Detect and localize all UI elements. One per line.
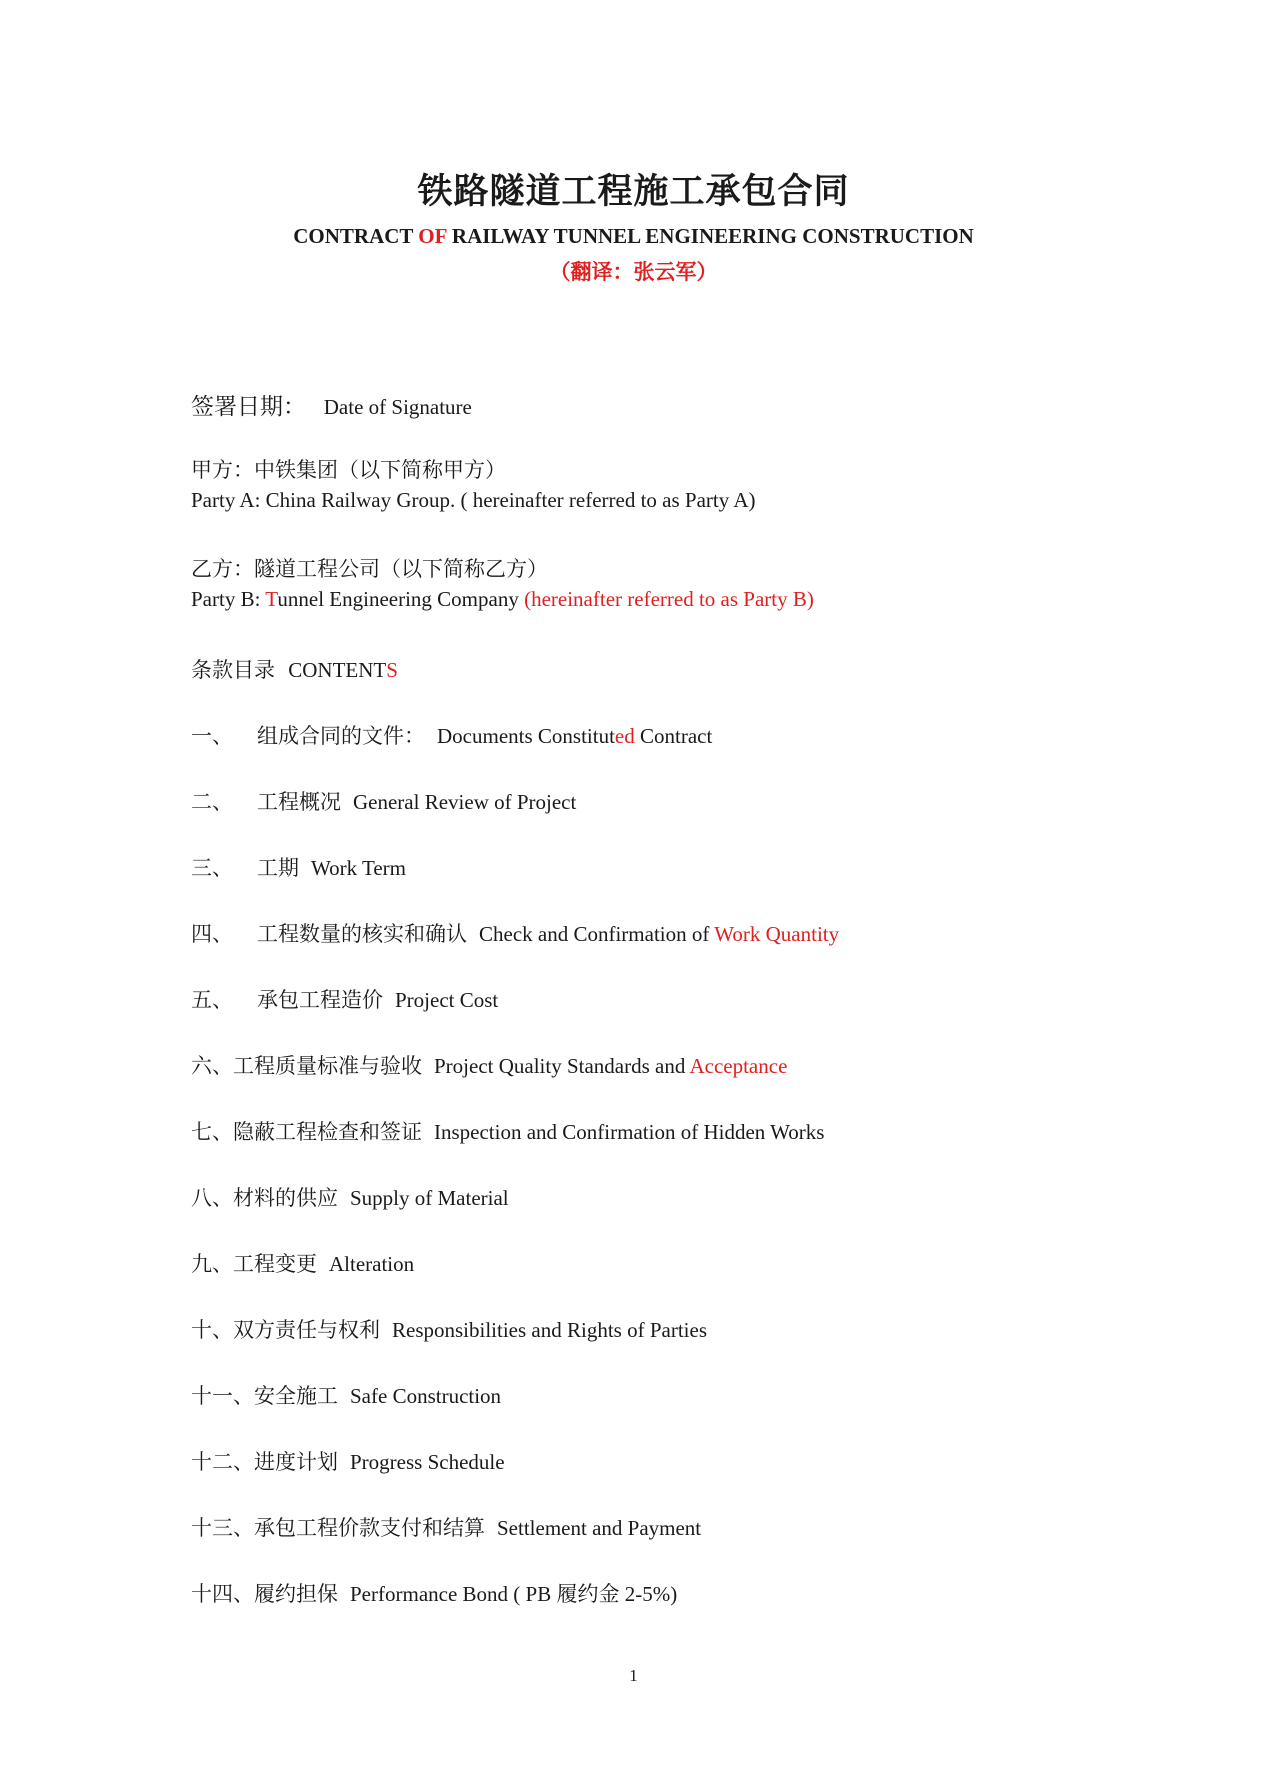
toc-item-title-en: Work Term <box>311 856 407 880</box>
toc-item <box>191 852 406 882</box>
toc-item-title-en: Project Quality Standards and <box>434 1054 690 1078</box>
toc-item-number: 十二、 <box>191 1450 254 1474</box>
toc-item-title-cn: 工程变更 <box>233 1252 317 1276</box>
toc-item-title-en: Documents Constitut <box>437 724 615 748</box>
contents-heading <box>191 654 398 684</box>
toc-item-number: 十四、 <box>191 1582 254 1606</box>
toc-item <box>191 918 839 948</box>
party-b-en-red: (hereinafter referred to as Party B) <box>524 587 814 611</box>
signature-label-cn: 签署日期： <box>191 394 306 419</box>
toc-item-title-cn: 进度计划 <box>254 1450 338 1474</box>
toc-item-number: 九、 <box>191 1252 233 1276</box>
toc-item <box>191 1116 824 1146</box>
toc-item-title-cn: 材料的供应 <box>233 1186 338 1210</box>
toc-item-title-en-highlight: Work Quantity <box>714 922 840 946</box>
toc-item-number: 五、 <box>191 988 233 1012</box>
title-en-part1: CONTRACT <box>293 224 419 248</box>
toc-item-title-en-highlight: ed <box>614 724 635 748</box>
party-a-en: Party A: China Railway Group. ( hereinafter referred to as Party A) <box>191 488 756 512</box>
document-title-en <box>0 224 1267 249</box>
toc-item-number: 四、 <box>191 922 233 946</box>
toc-item <box>191 1314 707 1344</box>
toc-item <box>191 1446 505 1476</box>
toc-item-number: 八、 <box>191 1186 233 1210</box>
contents-label-cn: 条款目录 <box>191 658 275 682</box>
toc-item-title-en: General Review of Project <box>353 790 577 814</box>
party-a-cn: 甲方：中铁集团（以下简称甲方） <box>191 458 506 482</box>
toc-item-title-cn: 履约担保 <box>254 1582 338 1606</box>
translator-credit: （翻译：张云军） <box>549 260 718 284</box>
toc-item-title-cn: 工程概况 <box>257 790 341 814</box>
toc-item-title-en: Check and Confirmation of <box>479 922 715 946</box>
toc-item-title-cn: 组成合同的文件： <box>257 724 425 748</box>
toc-item <box>191 1512 701 1542</box>
toc-item-number: 十一、 <box>191 1384 254 1408</box>
title-en-of: OF <box>418 224 447 248</box>
toc-item <box>191 1380 501 1410</box>
toc-item-title-cn: 工期 <box>257 856 299 880</box>
contents-label-en-main: CONTENT <box>288 658 387 682</box>
toc-item-number: 七、 <box>191 1120 233 1144</box>
title-en-part3: RAILWAY TUNNEL ENGINEERING CONSTRUCTION <box>446 224 974 248</box>
toc-item-title-en: Settlement and Payment <box>497 1516 702 1540</box>
toc-item <box>191 1578 677 1608</box>
toc-item-title-en: Inspection and Confirmation of Hidden Works <box>434 1120 825 1144</box>
toc-item-number: 十三、 <box>191 1516 254 1540</box>
toc-item-title-cn: 工程数量的核实和确认 <box>257 922 467 946</box>
toc-item-title-en-rest: Contract <box>634 724 713 748</box>
toc-item <box>191 984 498 1014</box>
toc-item-title-en: Supply of Material <box>350 1186 509 1210</box>
contents-label-en-red: S <box>386 658 398 682</box>
party-b-cn: 乙方：隧道工程公司（以下简称乙方） <box>191 557 548 581</box>
signature-date-line <box>191 388 472 421</box>
party-b-en-mid: unnel Engineering Company <box>277 587 525 611</box>
toc-item-title-cn: 工程质量标准与验收 <box>233 1054 422 1078</box>
toc-item-title-en: Responsibilities and Rights of Parties <box>392 1318 707 1342</box>
toc-item <box>191 1182 509 1212</box>
party-b-en <box>191 587 814 612</box>
toc-item-title-cn: 隐蔽工程检查和签证 <box>233 1120 422 1144</box>
toc-item <box>191 720 712 750</box>
document-title-cn: 铁路隧道工程施工承包合同 <box>417 172 850 211</box>
toc-item-number: 十、 <box>191 1318 233 1342</box>
toc-item-title-cn: 双方责任与权利 <box>233 1318 380 1342</box>
toc-item-title-en-highlight: Acceptance <box>689 1054 788 1078</box>
toc-item-number: 六、 <box>191 1054 233 1078</box>
toc-item-title-cn: 承包工程造价 <box>257 988 383 1012</box>
toc-item-title-cn: 承包工程价款支付和结算 <box>254 1516 485 1540</box>
toc-item-title-en: Project Cost <box>395 988 499 1012</box>
toc-item <box>191 1248 414 1278</box>
signature-label-en: Date of Signature <box>323 395 472 419</box>
toc-item-number: 三、 <box>191 856 233 880</box>
toc-item <box>191 786 576 816</box>
party-b-en-t: T <box>265 587 278 611</box>
toc-item-title-en: Safe Construction <box>350 1384 502 1408</box>
page-number: 1 <box>629 1666 638 1685</box>
toc-item-number: 一、 <box>191 724 233 748</box>
toc-item-title-en: Performance Bond ( PB 履约金 2-5%) <box>350 1582 678 1606</box>
toc-item-number: 二、 <box>191 790 233 814</box>
toc-item-title-en: Alteration <box>329 1252 415 1276</box>
toc-item-title-en: Progress Schedule <box>350 1450 505 1474</box>
contents-label-en <box>288 658 398 682</box>
toc-item <box>191 1050 787 1080</box>
toc-item-title-cn: 安全施工 <box>254 1384 338 1408</box>
party-b-en-prefix: Party B: <box>191 587 266 611</box>
